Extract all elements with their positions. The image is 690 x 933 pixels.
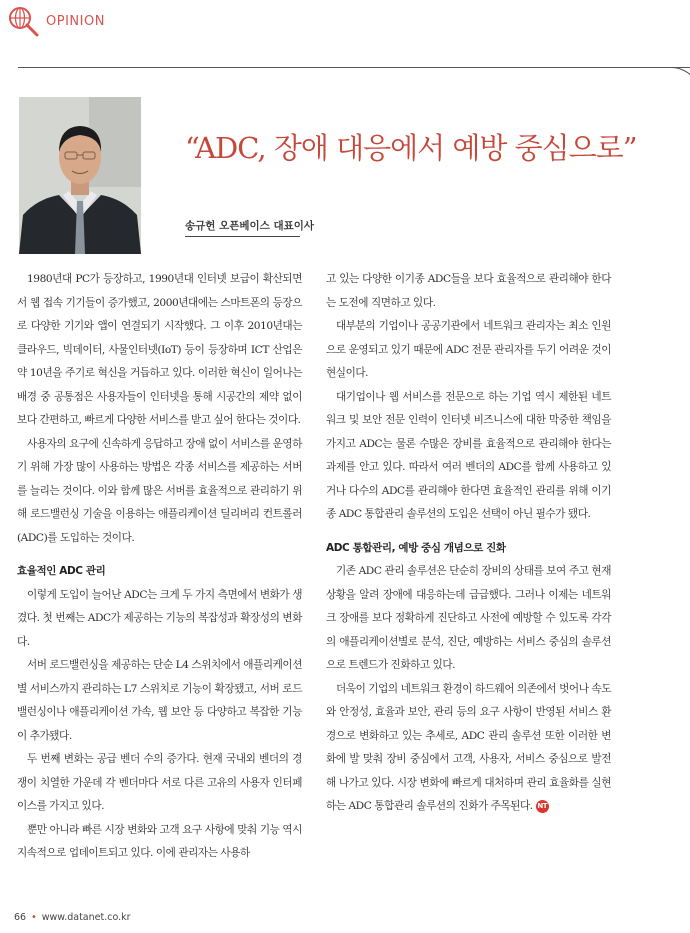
header-divider-curve [640,67,690,108]
body-paragraph: 대기업이나 웹 서비스를 전문으로 하는 기업 역시 제한된 네트워크 및 보안 전문 인력이 인터넷 비즈니스에 대한 막중한 책임을 가지고 ADC는 물론 수많은 장비를 효율적으로 관리해야 한다는 과제를 안고 있다. 따라서 여러 벤더의 ADC를 함께 사용하고 있거나 다수의 ADC를 관리해야 한다면 효율적인 관리를 위해 이기종 ADC 통합관리 솔루션의 도입은 선택이 아닌 필수가 됐다. [326,390,611,520]
section-heading: 효율적인 ADC 관리 [17,565,106,577]
page-footer [14,912,131,923]
body-paragraph: 고 있는 다양한 이기종 ADC들을 보다 효율적으로 관리해야 한다는 도전에 직면하고 있다. [326,273,611,309]
article-headline: “ADC, 장애 대응에서 예방 중심으로” [185,131,637,165]
body-paragraph: 서버 로드밸런싱을 제공하는 단순 L4 스위치에서 애플리케이션별 서비스까지 관리하는 L7 스위치로 기능이 확장됐고, 서버 로드밸런싱이나 애플리케이션 가속, 웹 보안 등 다양하고 복잡한 기능이 추가됐다. [17,659,302,742]
page-number: 66 [14,912,27,923]
body-paragraph: 더욱이 기업의 네트워크 환경이 하드웨어 의존에서 벗어나 속도와 안정성, 효율과 보안, 관리 등의 요구 사항이 반영된 서비스 환경으로 변화하고 있는 추세로, ADC 관리 솔루션 또한 이러한 변화에 발 맞춰 장비 중심에서 고객, 사용자, 서비스 중심으로 발전해 나가고 있다. 시장 변화에 빠르게 대처하며 관리 효율화를 실현하는 ADC 통합관리 솔루션의 진화가 주목된다. NT [326,682,611,812]
author-photo [19,97,141,254]
header-divider [18,67,690,68]
body-paragraph: 1980년대 PC가 등장하고, 1990년대 인터넷 보급이 확산되면서 웹 접속 기기들이 증가했고, 2000년대에는 스마트폰의 등장으로 다양한 기기와 앱이 연결되기 시작했다. 그 이후 2010년대는 클라우드, 빅데이터, 사물인터넷(IoT) 등이 등장하며 ICT 산업은 약 10년을 주기로 혁신을 거듭하고 있다. 이러한 혁신이 일어나는 배경 중 공통점은 사용자들이 인터넷을 통해 시공간의 제약 없이 보다 간편하고, 빠르게 다양한 서비스를 받고 싶어 한다는 것이다. [17,273,302,426]
body-paragraph: 두 번째 변화는 공급 벤더 수의 증가다. 현재 국내외 벤더의 경쟁이 치열한 가운데 각 벤더마다 서로 다른 고유의 사용자 인터페이스를 가지고 있다. [17,753,302,812]
article-column-right [326,268,611,819]
section-heading: ADC 통합관리, 예방 중심 개념으로 진화 [326,541,506,554]
body-paragraph: 대부분의 기업이나 공공기관에서 네트워크 관리자는 최소 인원으로 운영되고 있기 때문에 ADC 전문 관리자를 두기 어려운 것이 현실이다. [326,320,611,379]
body-paragraph: 뿐만 아니라 빠른 시장 변화와 고객 요구 사항에 맞춰 기능 역시 지속적으로 업데이트되고 있다. 이에 관리자는 사용하 [17,823,302,859]
opinion-magnifier-icon [6,4,40,38]
footer-bullet: • [31,912,37,923]
body-paragraph: 사용자의 요구에 신속하게 응답하고 장애 없이 서비스를 운영하기 위해 가장 많이 사용하는 방법은 각종 서비스를 제공하는 서버를 늘리는 것이다. 이와 함께 많은 서버를 효율적으로 관리하기 위해 로드밸런싱 기술을 이용하는 애플리케이션 딜리버리 컨트롤러(ADC)를 도입하는 것이다. [17,437,302,544]
section-label: OPINION [46,14,105,29]
end-mark-icon: NT [536,800,549,813]
body-paragraph: 기존 ADC 관리 솔루션은 단순히 장비의 상태를 보여 주고 현재 상황을 알려 장애에 대응하는데 급급했다. 그러나 이제는 네트워크 장애를 보다 정확하게 진단하고 사전에 예방할 수 있도록 각각의 애플리케이션별로 분석, 진단, 예방하는 서비스 중심의 솔루션으로 트렌드가 진화하고 있다. [326,565,611,671]
footer-url[interactable]: www.datanet.co.kr [41,912,131,923]
article-byline: 송규헌 오픈베이스 대표이사 [185,220,315,232]
article-column-left [17,268,302,866]
byline-underline [185,236,300,237]
body-paragraph: 이렇게 도입이 늘어난 ADC는 크게 두 가지 측면에서 변화가 생겼다. 첫 번째는 ADC가 제공하는 기능의 복잡성과 확장성의 변화다. [17,588,302,648]
